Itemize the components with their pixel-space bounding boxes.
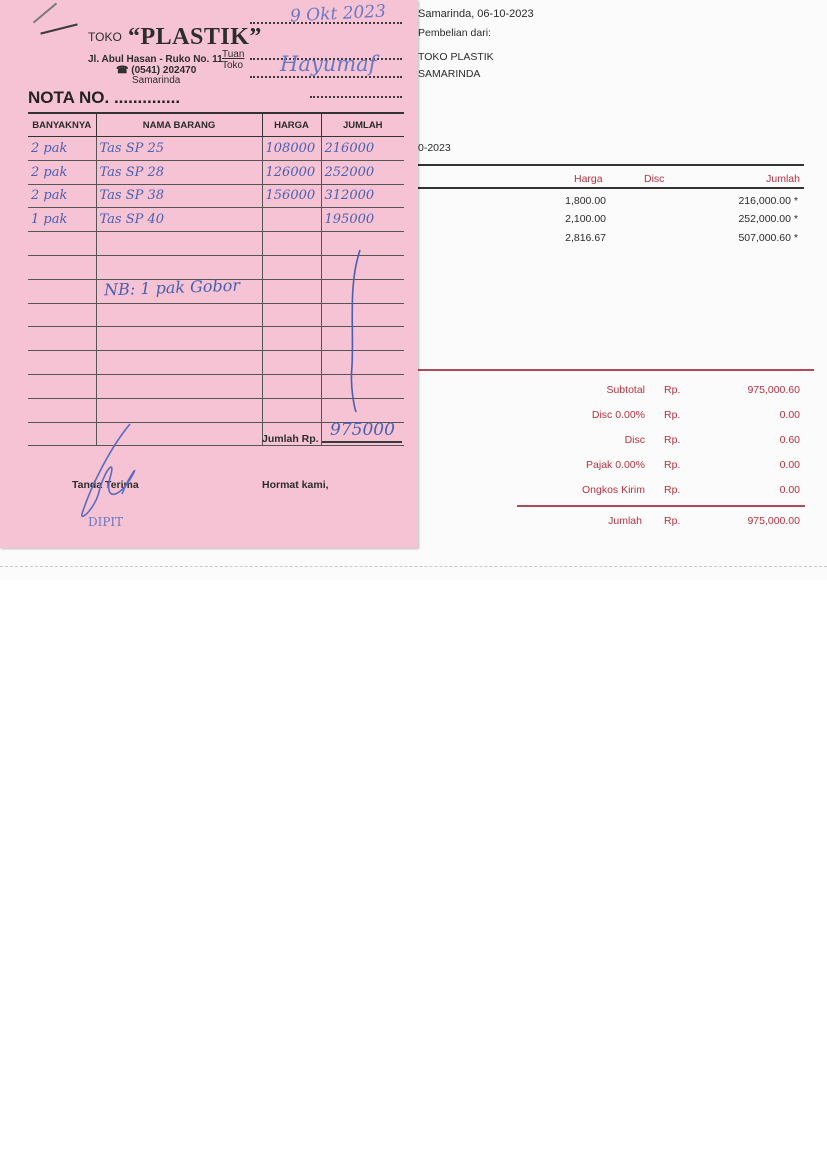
cell-jumlah: 312000 <box>321 184 404 208</box>
nota-number-title: NOTA NO. .............. <box>28 88 181 107</box>
row-1-harga: 1,800.00 <box>565 195 606 207</box>
cell-qty <box>28 232 96 256</box>
cell-harga: 108000 <box>262 137 321 161</box>
signature-name: DIPIT <box>88 515 124 529</box>
cell-harga <box>262 208 321 232</box>
cell-item <box>96 303 262 327</box>
shop-prefix: TOKO <box>88 30 122 44</box>
col-harga-header: Harga <box>574 173 603 185</box>
items-header-row <box>28 113 404 137</box>
header-banyaknya: BANYAKNYA <box>28 113 96 137</box>
table-header-rule <box>418 187 804 189</box>
handwritten-customer: Hayumaf <box>280 52 377 76</box>
summary-disc-pct-value: 0.00 <box>779 409 800 421</box>
cell-harga <box>262 279 321 303</box>
total-label: Jumlah <box>608 515 642 527</box>
summary-disc-pct-label: Disc 0.00% <box>591 409 645 421</box>
purchase-from-label: Pembelian dari: <box>418 27 491 39</box>
cell-harga <box>262 398 321 422</box>
total-label-nota: Jumlah Rp. <box>262 433 319 445</box>
cell-harga: 156000 <box>262 184 321 208</box>
cell-jumlah: 195000 <box>321 208 404 232</box>
header-nama-barang: NAMA BARANG <box>96 113 262 137</box>
cell-item <box>96 351 262 375</box>
table-top-rule <box>418 164 804 166</box>
col-disc-header: Disc <box>644 173 665 185</box>
cell-jumlah: 252000 <box>321 160 404 184</box>
summary-disc-value: 0.60 <box>779 434 800 446</box>
summary-ongkir-value: 0.00 <box>779 484 800 496</box>
handwritten-receipt <box>0 0 418 548</box>
receiver-label: Tanda Terima <box>72 479 139 491</box>
cell-harga <box>262 327 321 351</box>
total-currency: Rp. <box>664 515 681 527</box>
cell-item <box>96 327 262 351</box>
scan-edge <box>0 566 827 575</box>
vendor-name: TOKO PLASTIK <box>418 51 494 63</box>
shop-name: “PLASTIK” <box>128 24 262 50</box>
header-jumlah: JUMLAH <box>321 113 404 137</box>
table-row <box>28 137 404 161</box>
summary-disc-currency: Rp. <box>664 434 681 446</box>
cell-qty: 2 pak <box>28 184 96 208</box>
summary-disc-pct-currency: Rp. <box>664 409 681 421</box>
cell-harga <box>262 374 321 398</box>
row-1-jumlah: 216,000.00 * <box>738 195 798 207</box>
cell-harga <box>262 232 321 256</box>
cell-item: Tas SP 25 <box>96 137 262 161</box>
cell-jumlah: 216000 <box>321 137 404 161</box>
cell-item <box>96 374 262 398</box>
summary-subtotal-label: Subtotal <box>606 384 645 396</box>
shop-phone: ☎ (0541) 202470 <box>116 65 197 76</box>
cell-item: Tas SP 38 <box>96 184 262 208</box>
cell-qty: 2 pak <box>28 137 96 161</box>
cell-harga: 126000 <box>262 160 321 184</box>
summary-pajak-label: Pajak 0.00% <box>586 459 645 471</box>
table-row <box>28 160 404 184</box>
shop-city: Samarinda <box>132 75 181 86</box>
handwritten-note: NB: 1 pak Gobor <box>103 275 241 300</box>
cell-qty: 2 pak <box>28 160 96 184</box>
vendor-city: SAMARINDA <box>418 68 481 80</box>
summary-ongkir-currency: Rp. <box>664 484 681 496</box>
cell-qty <box>28 255 96 279</box>
extra-line <box>310 96 402 98</box>
row-3-jumlah: 507,000.60 * <box>738 232 798 244</box>
table-row <box>28 208 404 232</box>
row-2-jumlah: 252,000.00 * <box>738 213 798 225</box>
cell-item <box>96 232 262 256</box>
summary-ongkir-label: Ongkos Kirim <box>581 484 645 496</box>
handwritten-total: 975000 <box>330 420 395 440</box>
row-2-harga: 2,100.00 <box>565 213 606 225</box>
cell-qty <box>28 374 96 398</box>
summary-subtotal-value: 975,000.60 <box>747 384 800 396</box>
cell-qty <box>28 279 96 303</box>
shop-address: Jl. Abul Hasan - Ruko No. 11 <box>88 54 223 65</box>
cell-qty: 1 pak <box>28 208 96 232</box>
signature <box>70 418 150 528</box>
total-value: 975,000.00 <box>747 515 800 527</box>
tuan-label: Tuan <box>222 49 245 60</box>
cell-qty <box>28 327 96 351</box>
customer-line-2 <box>250 76 402 78</box>
staple-icon <box>40 23 77 34</box>
col-jumlah-header: Jumlah <box>766 173 800 185</box>
cell-harga <box>262 351 321 375</box>
cell-item: Tas SP 28 <box>96 160 262 184</box>
cell-item: Tas SP 40 <box>96 208 262 232</box>
cell-qty <box>28 303 96 327</box>
purchase-date: Samarinda, 06-10-2023 <box>418 8 534 20</box>
row-3-harga: 2,816.67 <box>565 232 606 244</box>
summary-pajak-currency: Rp. <box>664 459 681 471</box>
bracket-stroke <box>340 246 370 416</box>
table-row <box>28 184 404 208</box>
table-bottom-rule <box>418 369 814 371</box>
cell-harga <box>262 303 321 327</box>
header-harga: HARGA <box>262 113 321 137</box>
summary-pajak-value: 0.00 <box>779 459 800 471</box>
total-line <box>322 441 402 443</box>
summary-disc-label: Disc <box>624 434 645 446</box>
handwritten-date: 9 Okt 2023 <box>289 1 387 27</box>
cell-qty <box>28 351 96 375</box>
summary-subtotal-currency: Rp. <box>664 384 681 396</box>
regards-label: Hormat kami, <box>262 479 329 491</box>
staple-mark <box>33 3 57 24</box>
toko-label: Toko <box>222 60 244 71</box>
cell-harga <box>262 255 321 279</box>
total-rule <box>517 505 805 507</box>
date-fragment: 0-2023 <box>418 142 451 154</box>
